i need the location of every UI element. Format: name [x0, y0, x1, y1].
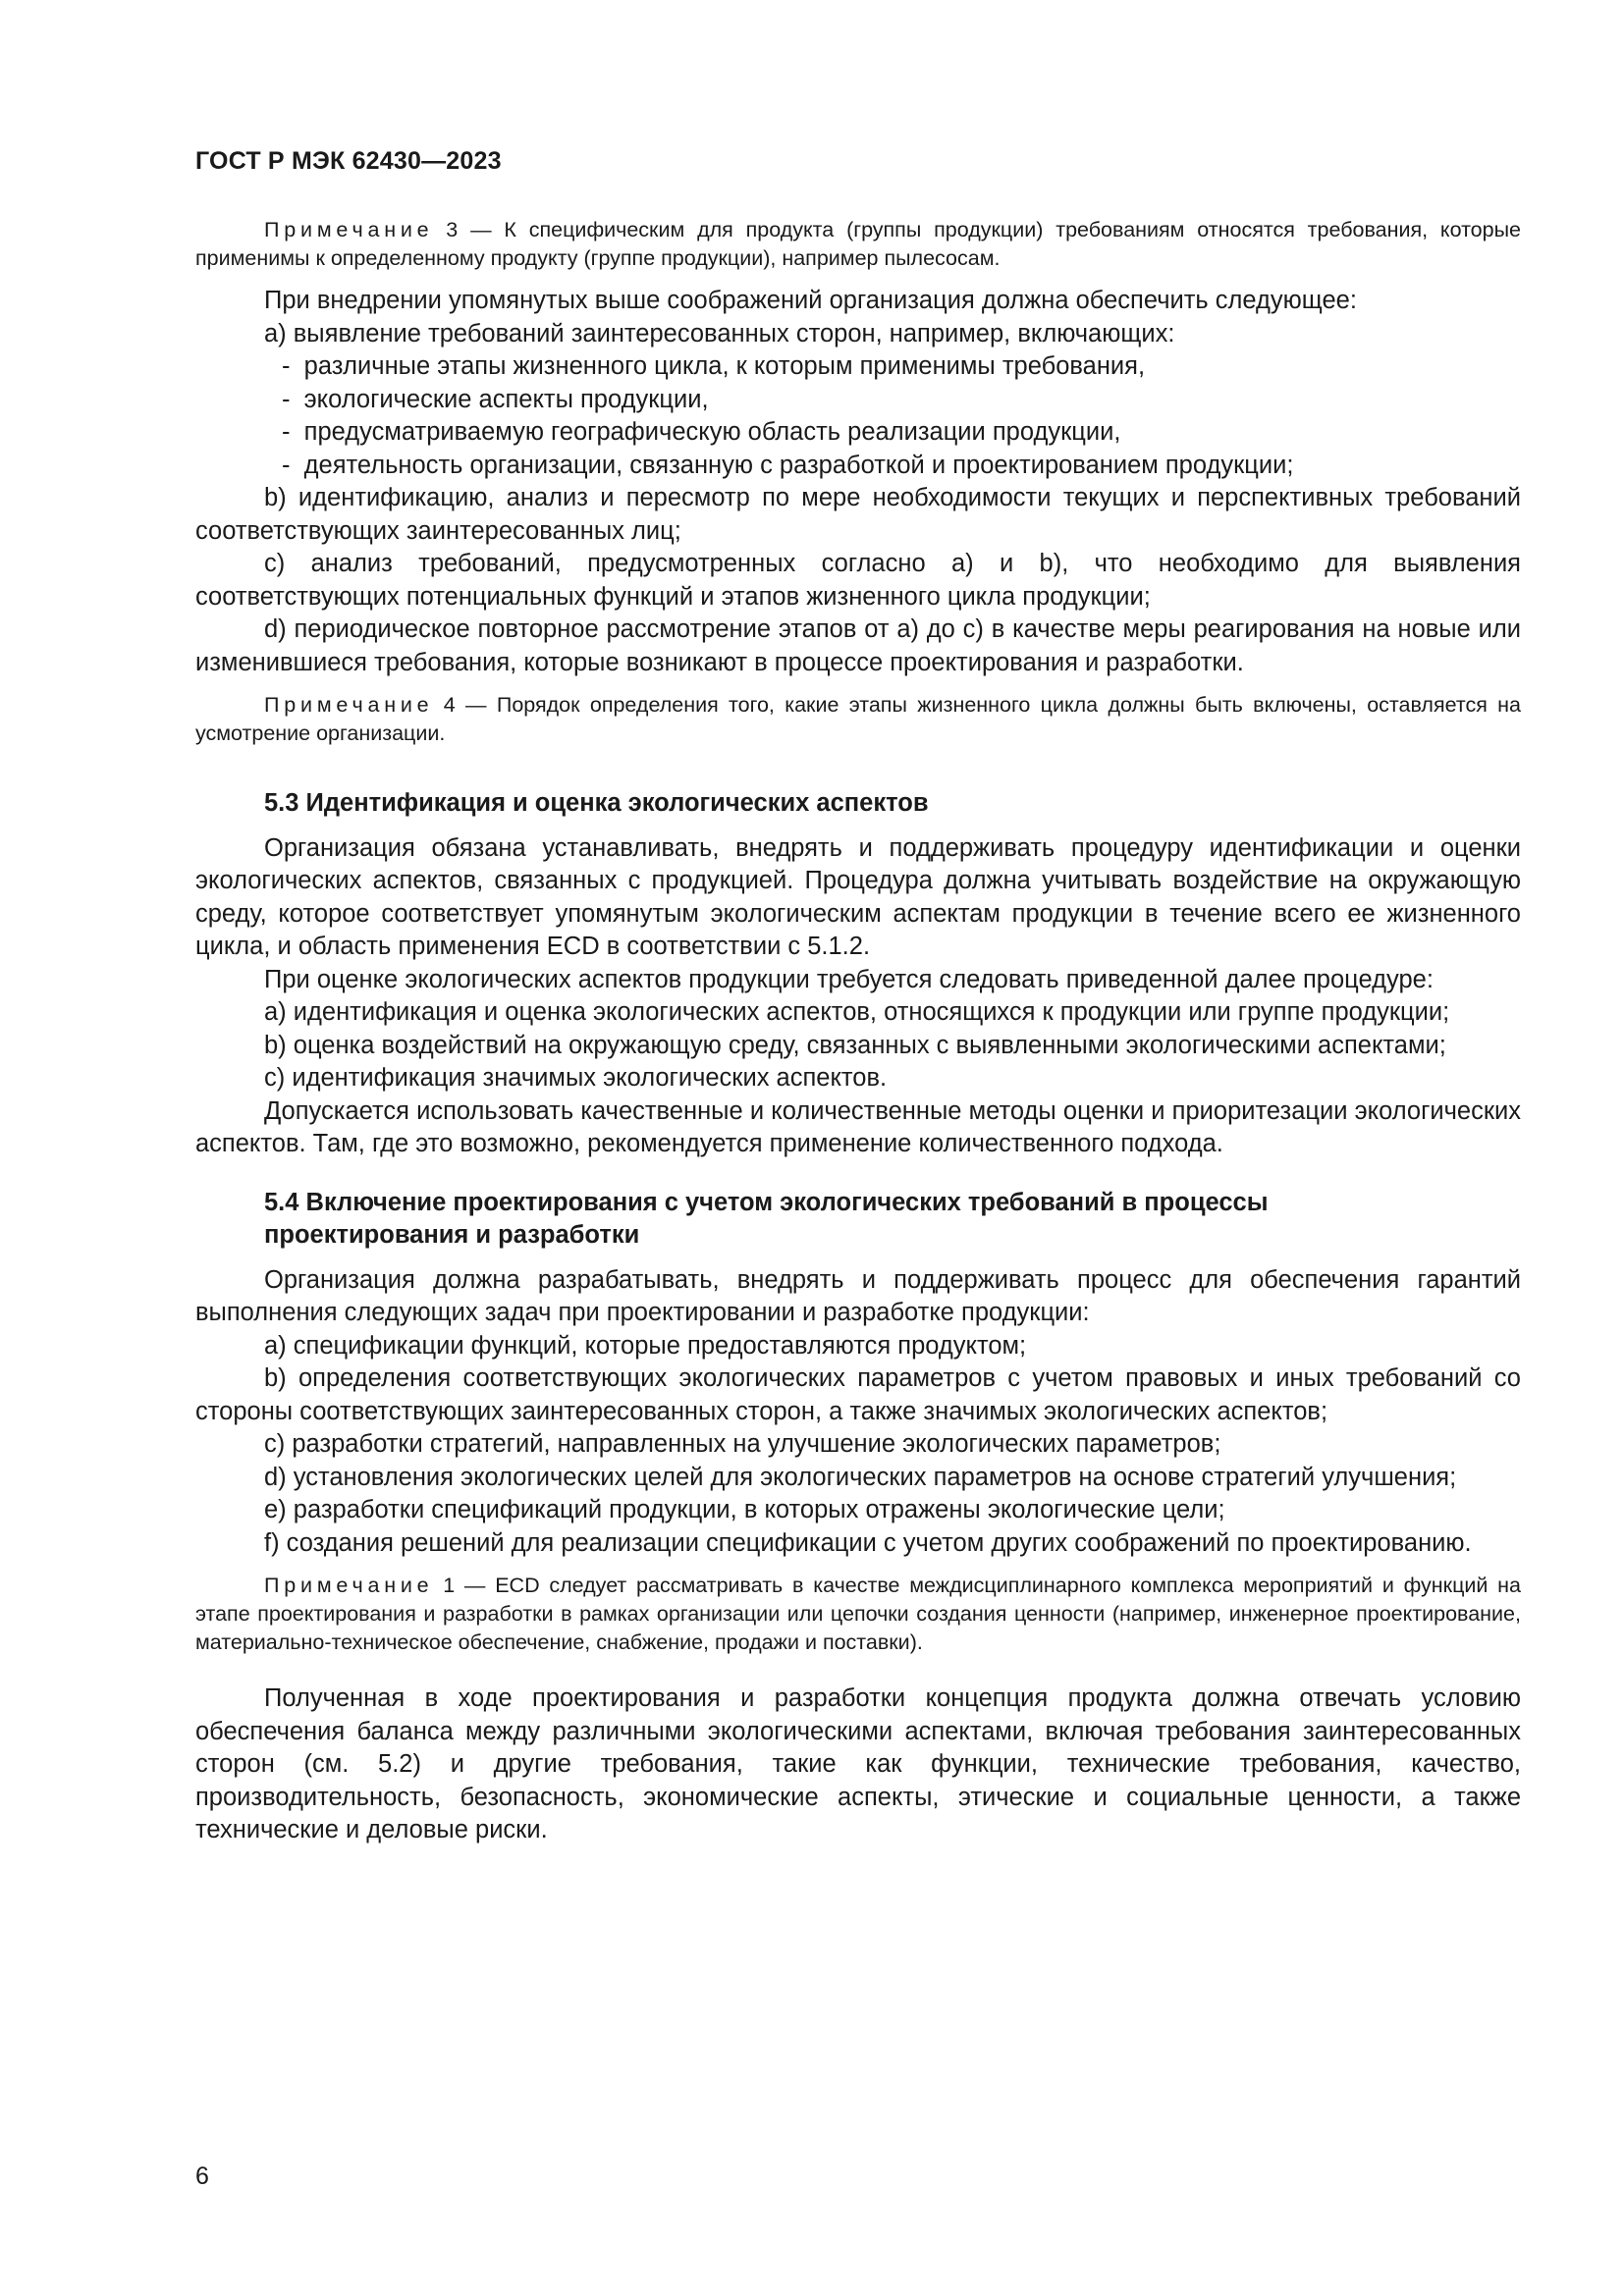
note-label: Примечание: [264, 693, 434, 717]
note-text: 1 — ECD следует рассматривать в качестве междисциплинарного комплекса мероприятий и функций на этапе проектирования и разработки в рамках организации или цепочки создания ценности (например, инженерное проектирование, материально-техническое обеспечение, снабжение, продажи и поставки).: [195, 1574, 1521, 1654]
dash-item: - экологические аспекты продукции,: [282, 385, 709, 413]
note-label: Примечание: [264, 218, 434, 241]
note-text: 4 — Порядок определения того, какие этапы жизненного цикла должны быть включены, оставляется на усмотрение организации.: [195, 693, 1521, 745]
list-item-d: d) периодическое повторное рассмотрение этапов от a) до c) в качестве меры реагирования на новые или изменившиеся требования, которые возникают в процессе проектирования и разработки.: [195, 615, 1521, 676]
section-5-4-item-e: e) разработки спецификаций продукции, в которых отражены экологические цели;: [264, 1496, 1225, 1523]
section-5-4-item-a: a) спецификации функций, которые предоставляются продуктом;: [264, 1331, 1027, 1360]
page-number: 6: [195, 2163, 209, 2190]
section-5-4-item-f: f) создания решений для реализации спецификации с учетом других соображений по проектированию.: [264, 1528, 1472, 1557]
final-paragraph: Полученная в ходе проектирования и разработки концепция продукта должна отвечать условию обеспечения баланса между различными экологическими аспектами, включая требования заинтересованных сторон (см. 5.2) и другие требования, такие как функции, технические требования, качество, производительность, безопасность, экономические аспекты, этические и социальные ценности, а также технические и деловые риски.: [195, 1684, 1521, 1843]
intro-paragraph: При внедрении упомянутых выше соображений организация должна обеспечить следующее:: [264, 287, 1357, 314]
section-5-3-paragraph-1: Организация обязана устанавливать, внедрять и поддерживать процедуру идентификации и оценки экологических аспектов, связанных с продукцией. Процедура должна учитывать воздействие на окружающую среду, которое соответствует упомянутым экологическим аспектам продукции в течение всего ее жизненного цикла, и область применения ECD в соответствии с 5.1.2.: [195, 833, 1521, 960]
section-5-4-item-d: d) установления экологических целей для экологических параметров на основе стратегий улучшения;: [264, 1463, 1457, 1491]
list-item-c: c) анализ требований, предусмотренных согласно a) и b), что необходимо для выявления соответствующих потенциальных функций и этапов жизненного цикла продукции;: [195, 550, 1521, 611]
note-1: [195, 1572, 1521, 1657]
section-5-3-paragraph-3: Допускается использовать качественные и количественные методы оценки и приоритезации экологических аспектов. Там, где это возможно, рекомендуется применение количественного подхода.: [195, 1096, 1521, 1157]
dash-item: - предусматриваемую географическую область реализации продукции,: [282, 418, 1121, 446]
section-5-3-paragraph-2: При оценке экологических аспектов продукции требуется следовать приведенной далее процедуре:: [264, 965, 1434, 993]
section-heading-5-3: 5.3 Идентификация и оценка экологических аспектов: [264, 789, 929, 817]
section-heading-5-4: 5.4 Включение проектирования с учетом экологических требований в процессы проектирования и разработки: [264, 1188, 1269, 1249]
list-item-b: b) идентификацию, анализ и пересмотр по мере необходимости текущих и перспективных требований соответствующих заинтересованных лиц;: [195, 484, 1521, 545]
section-5-4-paragraph-1: Организация должна разрабатывать, внедрять и поддерживать процесс для обеспечения гарантий выполнения следующих задач при проектировании и разработке продукции:: [195, 1265, 1521, 1326]
note-label: Примечание: [264, 1574, 434, 1597]
note-text: 3 — К специфическим для продукта (группы продукции) требованиям относятся требования, которые применимы к определенному продукту (группе продукции), например пылесосам.: [195, 218, 1521, 270]
page-content: [195, 216, 1521, 1847]
note-3: [195, 216, 1521, 273]
list-item-a: a) выявление требований заинтересованных сторон, например, включающих:: [264, 319, 1175, 347]
section-5-3-item-b: b) оценка воздействий на окружающую среду, связанных с выявленными экологическими аспектами;: [264, 1031, 1446, 1059]
section-5-3-item-a: a) идентификация и оценка экологических аспектов, относящихся к продукции или группе продукции;: [264, 998, 1450, 1026]
section-5-4-item-b: b) определения соответствующих экологических параметров с учетом правовых и иных требований со стороны соответствующих заинтересованных сторон, а также значимых экологических аспектов;: [195, 1364, 1521, 1425]
note-4: [195, 691, 1521, 748]
section-5-4-item-c: c) разработки стратегий, направленных на улучшение экологических параметров;: [264, 1430, 1221, 1458]
section-5-3-item-c: c) идентификация значимых экологических аспектов.: [264, 1064, 888, 1092]
dash-item: - различные этапы жизненного цикла, к которым применимы требования,: [282, 352, 1146, 380]
document-header: ГОСТ Р МЭК 62430—2023: [195, 147, 502, 175]
dash-item: - деятельность организации, связанную с разработкой и проектированием продукции;: [282, 451, 1294, 479]
